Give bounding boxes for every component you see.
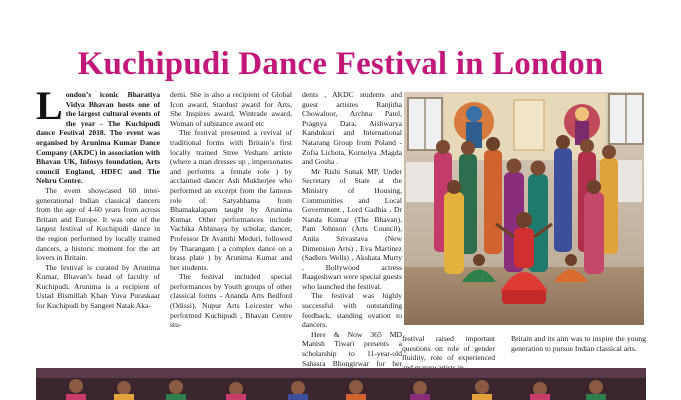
group-photo <box>36 368 646 400</box>
group-photo-illustration <box>36 368 646 400</box>
paragraph: The festival is curated by Arunima Kumar, Bhavan’s head of faculty of Kuchipudi. Arunima is a recipient of Ustad Bismillah Khan Yuva Puraskaar for Kuchipudi by Sangeet Natak Aka- <box>36 262 160 311</box>
dancers-photo <box>404 92 644 325</box>
paragraph: Mr Rishi Sunak MP, Under Secretary of State at the Ministry of Housing, Communities and Local Government , Lord Gadhia , Dr Nanda Kumar (The Bhavan), Pam Johnson (Arts Council), Anita Srivastava (New Dimension Arts) , Eva Martinez (Sadlers Wells) , Akshata Murty , Bollywood actress Raageshwari were special guests who launched the festival. <box>302 166 402 291</box>
article-column-3 <box>302 90 402 387</box>
article-column-5 <box>511 334 646 353</box>
paragraph: Here & Now 365 MD Manish Tiwari presents a scholarship to 11-year-old Sahasra Bhongirwar for her <box>302 329 402 368</box>
drop-cap: L <box>36 83 63 128</box>
paragraph: The festival presented a revival of traditional forms with Britain’s first locally trained Stree Vesham artiste (where a man dresses up , impersonates and performs a female role ) by acclaimed dancer Ash Mukherjee who performed an excerpt from the famous role of Satyabhama from Bhamakalapam taught by Arunima Kumar. Other performances include Vachika Abhinaya by scholar, dancer, Professor Dr Avanthi Meduri, followed by Tharangam ( a complex dance on a brass plate ) by Arunima Kumar and her students. <box>170 128 292 272</box>
article-headline: Kuchipudi Dance Festival in London <box>77 46 604 82</box>
paragraph: festival raised important questions on role of gender fluidity, role of experienced <box>402 334 495 363</box>
paragraph: Britain and its aim was to inspire the young generation to pursue Indian classical arts. <box>511 334 646 353</box>
article-column-4 <box>402 334 495 372</box>
paragraph: The festival was highly successful with outstanding feedback, standing ovation to dancers. <box>302 291 402 330</box>
article-column-1 <box>36 83 160 311</box>
lead-text: ondon’s iconic Bharatiya Vidya Bhavan hosts one of the largest cultural events of the year - The Kuchipudi dance Festival 2018. The event was organised by Arunima Kumar Dance Company (AKDC) in association with Bhavan UK, Infosys foundation, Arts council England, HDFC and The Nehru Centre. <box>36 90 160 186</box>
paragraph: The event showcased 60 inter-generational Indian classical dancers from the age of 4-60 years from across Britain and Europe. It was one of the largest festival of Kuchipudi dance in the region performed by locally trained dancers, a historic moment for the art lovers in Britain. <box>36 185 160 263</box>
paragraph: demi. She is also a recipient of Global Icon award, Stardust award for Arts, She Inspires award, Wintrade award, Woman of substance award etc <box>170 90 292 128</box>
paragraph: dents , AKDC students and guest artistes Ranjitha Chowaloor, Archna Patel, Pragnya Dara, Aishwarya Kandukuri and International Natarang Group from Poland -Zofia Lichota, Kornelya ,Magda and Gosha . <box>302 90 402 167</box>
dancers-photo-illustration <box>404 92 644 325</box>
lead-paragraph <box>36 83 160 186</box>
article-column-2 <box>170 90 292 330</box>
paragraph: The festival included special performances by Youth groups of other classical forms - Ananda Arts Bedford (Odissi), Nupur Arts Leicester who performed Kuchipudi , Bhavan Centre stu- <box>170 272 292 330</box>
